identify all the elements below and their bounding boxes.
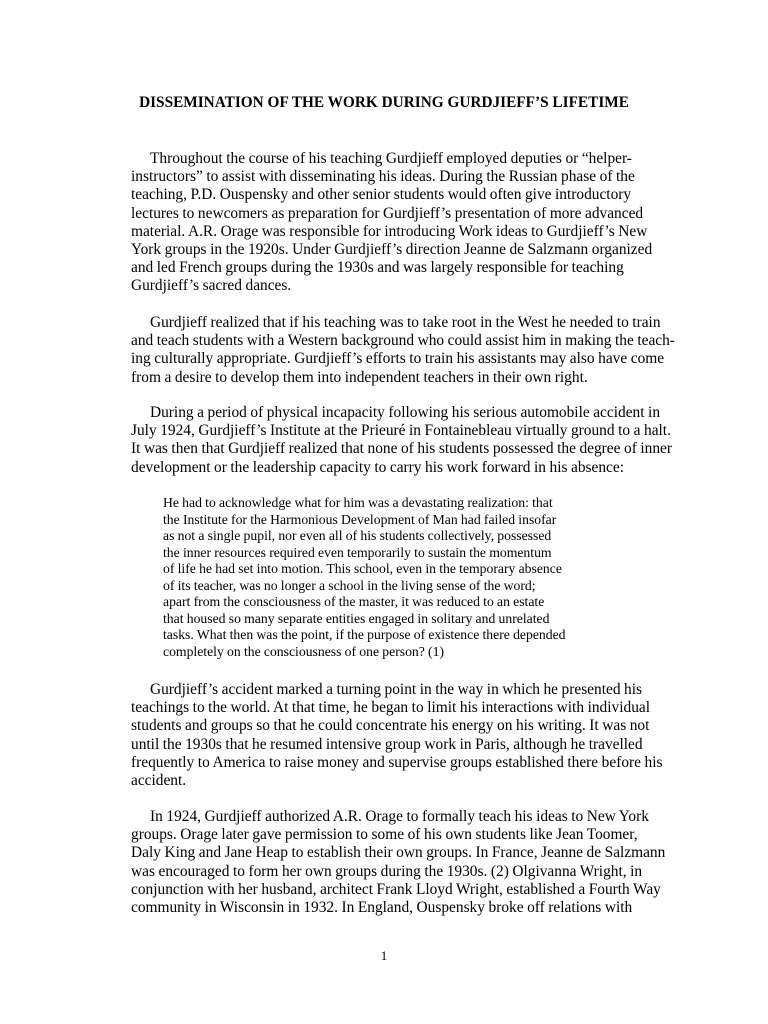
paragraph-line: July 1924, Gurdjieff’s Institute at the Prieuré in Fontainebleau virtually ground to a halt. bbox=[131, 422, 671, 440]
paragraph-2 bbox=[112, 314, 675, 387]
paragraph-line: In 1924, Gurdjieff authorized A.R. Orage to formally teach his ideas to New York bbox=[150, 808, 649, 825]
quote-line: of life he had set into motion. This school, even in the temporary absence bbox=[163, 561, 562, 576]
paragraph-line: students and groups so that he could concentrate his energy on his writing. It was not bbox=[131, 717, 650, 735]
paragraph-line: It was then that Gurdjieff realized that none of his students possessed the degree of inner bbox=[131, 440, 672, 458]
paragraph-line: groups. Orage later gave permission to some of his own students like Jean Toomer, bbox=[131, 826, 638, 844]
paragraph-line: During a period of physical incapacity following his serious automobile accident in bbox=[150, 404, 661, 421]
quote-line: the Institute for the Harmonious Development of Man had failed insofar bbox=[163, 511, 557, 527]
quote-line: the inner resources required even temporarily to sustain the momentum bbox=[163, 544, 552, 560]
paragraph-line: development or the leadership capacity to carry his work forward in his absence: bbox=[131, 458, 624, 476]
paragraph-5 bbox=[112, 808, 666, 917]
paragraph-line: community in Wisconsin in 1932. In England, Ouspensky broke off relations with bbox=[131, 899, 633, 917]
paragraph-line: teaching, P.D. Ouspensky and other senior students would often give introductory bbox=[131, 186, 632, 204]
paragraph-line: until the 1930s that he resumed intensive group work in Paris, although he travelled bbox=[131, 735, 643, 753]
paragraph-line: was encouraged to form her own groups during the 1930s. (2) Olgivanna Wright, in bbox=[131, 862, 643, 880]
paragraph-line: instructors” to assist with disseminating his ideas. During the Russian phase of the bbox=[131, 168, 635, 186]
quote-line: He had to acknowledge what for him was a devastating realization: that bbox=[163, 495, 553, 510]
paragraph-line: York groups in the 1920s. Under Gurdjieff’s direction Jeanne de Salzmann organized bbox=[131, 241, 653, 259]
quote-line: apart from the consciousness of the master, it was reduced to an estate bbox=[163, 594, 545, 609]
paragraph-line: Throughout the course of his teaching Gurdjieff employed deputies or “helper- bbox=[150, 150, 632, 167]
paragraph-line: and teach students with a Western background who could assist him in making the teach- bbox=[131, 332, 675, 350]
paragraph-4 bbox=[112, 681, 663, 790]
quote-line: completely on the consciousness of one person? (1) bbox=[163, 643, 445, 659]
paragraph-line: material. A.R. Orage was responsible for introducing Work ideas to Gurdjieff’s New bbox=[131, 222, 648, 240]
paragraph-line: Gurdjieff’s sacred dances. bbox=[131, 277, 292, 295]
paragraph-line: teachings to the world. At that time, he began to limit his interactions with individual bbox=[131, 699, 650, 717]
paragraph-line: Gurdjieff realized that if his teaching was to take root in the West he needed to train bbox=[150, 314, 661, 331]
paragraph-line: from a desire to develop them into independent teachers in their own right. bbox=[131, 368, 588, 386]
paragraph-line: frequently to America to raise money and supervise groups established there before his bbox=[131, 753, 663, 771]
paragraph-line: ing culturally appropriate. Gurdjieff’s efforts to train his assistants may also have come bbox=[131, 350, 665, 368]
paragraph-line: Daly King and Jane Heap to establish their own groups. In France, Jeanne de Salzmann bbox=[131, 844, 666, 862]
paragraph-3 bbox=[112, 404, 672, 477]
page-number: 1 bbox=[380, 948, 388, 963]
paragraph-line: Gurdjieff’s accident marked a turning point in the way in which he presented his bbox=[150, 681, 643, 698]
paragraph-line: accident. bbox=[131, 772, 187, 790]
paragraph-line: conjunction with her husband, architect Frank Lloyd Wright, established a Fourth Way bbox=[131, 880, 661, 898]
paragraph-line: lectures to newcomers as preparation for Gurdjieff’s presentation of more advanced bbox=[131, 204, 644, 222]
quote-line: of its teacher, was no longer a school in the living sense of the word; bbox=[163, 577, 536, 593]
quote-line: tasks. What then was the point, if the purpose of existence there depended bbox=[163, 627, 566, 642]
document-title: DISSEMINATION OF THE WORK DURING GURDJIEFF’S LIFETIME bbox=[139, 94, 629, 111]
quote-line: as not a single pupil, nor even all of his students collectively, possessed bbox=[163, 528, 552, 543]
block-quote bbox=[163, 495, 629, 660]
paragraph-line: and led French groups during the 1930s and was largely responsible for teaching bbox=[131, 259, 624, 277]
paragraph-1 bbox=[112, 150, 658, 296]
quote-line: that housed so many separate entities engaged in solitary and unrelated bbox=[163, 610, 550, 626]
